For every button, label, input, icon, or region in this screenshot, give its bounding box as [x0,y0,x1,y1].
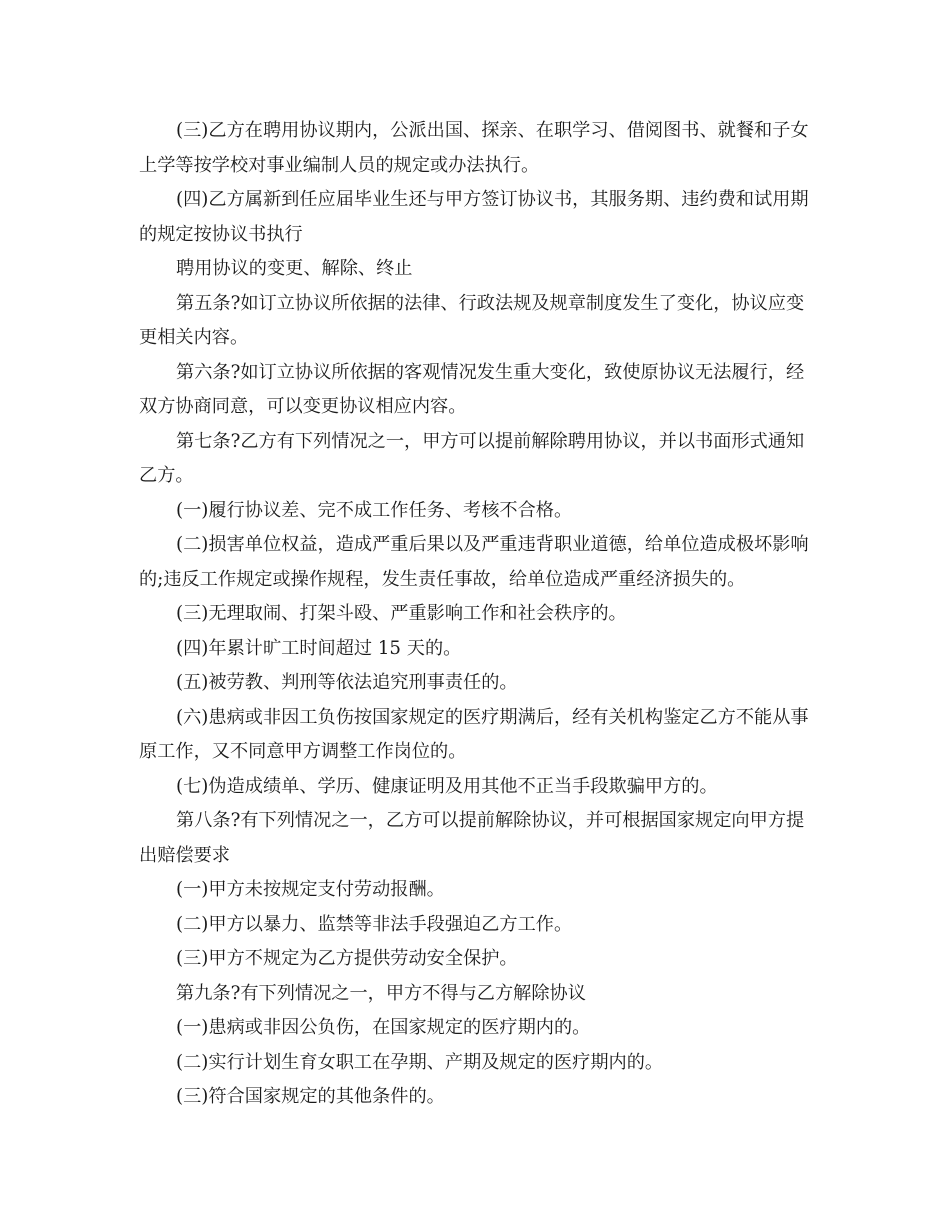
article-8: 第八条?有下列情况之一，乙方可以提前解除协议，并可根据国家规定向甲方提出赔偿要求 [139,810,805,866]
section-heading: 聘用协议的变更、解除、终止 [176,258,413,279]
article-7-item-7: (七)伪造成绩单、学历、健康证明及用其他不正当手段欺骗甲方的。 [176,775,718,797]
article-8-item-2: (二)甲方以暴力、监禁等非法手段强迫乙方工作。 [176,913,573,935]
article-9-item-2: (二)实行计划生育女职工在孕期、产期及规定的医疗期内的。 [176,1051,664,1073]
article-6: 第六条?如订立协议所依据的客观情况发生重大变化，致使原协议无法履行，经双方协商同意，可以变更协议相应内容。 [139,361,805,417]
article-9-item-3: (三)符合国家规定的其他条件的。 [176,1086,445,1107]
article-7-item-3: (三)无理取闹、打架斗殴、严重影响工作和社会秩序的。 [176,603,627,624]
article-7-item-5: (五)被劳教、判刑等依法追究刑事责任的。 [176,672,518,693]
paragraph-1: (三)乙方在聘用协议期内，公派出国、探亲、在职学习、借阅图书、就餐和子女上学等按学校对事业编制人员的规定或办法执行。 [139,120,809,176]
article-9-item-1: (一)患病或非因公负伤，在国家规定的医疗期内的。 [176,1017,591,1038]
article-7-item-4: (四)年累计旷工时间超过 15 天的。 [176,637,462,659]
article-8-item-1: (一)甲方未按规定支付劳动报酬。 [176,879,445,900]
article-7-item-2: (二)损害单位权益，造成严重后果以及严重违背职业道德，给单位造成极坏影响的;违反工作规定或操作规程，发生责任事故，给单位造成严重经济损失的。 [139,534,809,590]
article-7: 第七条?乙方有下列情况之一，甲方可以提前解除聘用协议，并以书面形式通知乙方。 [139,430,805,486]
article-7-item-1: (一)履行协议差、完不成工作任务、考核不合格。 [176,499,573,521]
paragraph-2: (四)乙方属新到任应届毕业生还与甲方签订协议书，其服务期、违约费和试用期的规定按协议书执行 [139,189,809,245]
article-9: 第九条?有下列情况之一，甲方不得与乙方解除协议 [176,982,586,1004]
article-8-item-3: (三)甲方不规定为乙方提供劳动安全保护。 [176,948,518,969]
article-7-item-6: (六)患病或非因工负伤按国家规定的医疗期满后，经有关机构鉴定乙方不能从事原工作，又不同意甲方调整工作岗位的。 [139,706,809,762]
article-5: 第五条?如订立协议所依据的法律、行政法规及规章制度发生了变化，协议应变更相关内容。 [139,292,805,348]
document-body [139,114,815,1115]
